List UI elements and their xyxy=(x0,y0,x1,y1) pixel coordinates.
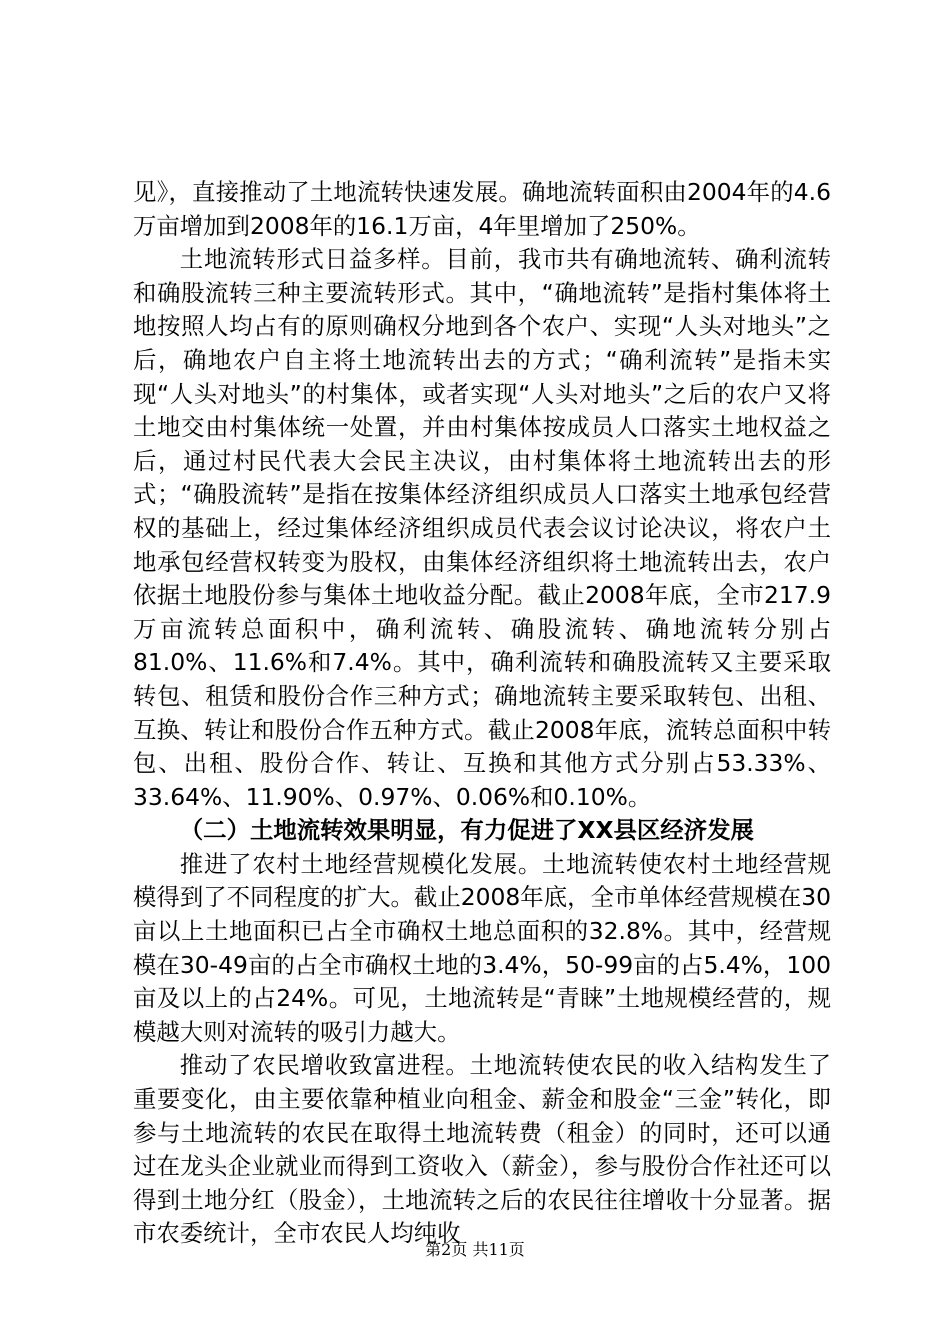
document-body xyxy=(133,176,831,1251)
paragraph-income-growth: 推动了农民增收致富进程。土地流转使农民的收入结构发生了重要变化，由主要依靠种植业向租金、薪金和股金“三金”转化，即参与土地流转的农民在取得土地流转费（租金）的同时，还可以通过在龙头企业就业而得到工资收入（薪金），参与股份合作社还可以得到土地分红（股金），土地流转之后的农民往往增收十分显著。据市农委统计，全市农民人均纯收 xyxy=(133,1051,831,1248)
section-heading: （二）土地流转效果明显，有力促进了XX县区经济发展 xyxy=(179,816,754,845)
paragraph-transfer-forms: 土地流转形式日益多样。目前，我市共有确地流转、确利流转和确股流转三种主要流转形式。其中，“确地流转”是指村集体将土地按照人均占有的原则确权分地到各个农户、实现“人头对地头”之后，确地农户自主将土地流转出去的方式；“确利流转”是指未实现“人头对地头”的村集体，或者实现“人头对地头”之后的农户又将土地交由村集体统一处置，并由村集体按成员人口落实土地权益之后，通过村民代表大会民主决议，由村集体将土地流转出去的形式；“确股流转”是指在按集体经济组织成员人口落实土地承包经营权的基础上，经过集体经济组织成员代表会议讨论决议，将农户土地承包经营权转变为股权，由集体经济组织将土地流转出去，农户依据土地股份参与集体土地收益分配。截止2008年底，全市217.9万亩流转总面积中，确利流转、确股流转、确地流转分别占81.0%、11.6%和7.4%。其中，确利流转和确股流转又主要采取转包、租赁和股份合作三种方式；确地流转主要采取转包、出租、互换、转让和股份合作五种方式。截止2008年底，流转总面积中转包、出租、股份合作、转让、互换和其他方式分别占53.33%、33.64%、11.90%、0.97%、0.06%和0.10%。 xyxy=(133,245,831,811)
page-footer: 第2页 共11页 xyxy=(425,1240,525,1259)
paragraph-scale-operation: 推进了农村土地经营规模化发展。土地流转使农村土地经营规模得到了不同程度的扩大。截止2008年底，全市单体经营规模在30亩以上土地面积已占全市确权土地总面积的32.8%。其中，经营规模在30-49亩的占全市确权土地的3.4%，50-99亩的占5.4%，100亩及以上的占24%。可见，土地流转是“青睐”土地规模经营的，规模越大则对流转的吸引力越大。 xyxy=(133,849,831,1046)
paragraph-continued: 见》，直接推动了土地流转快速发展。确地流转面积由2004年的4.6万亩增加到2008年的16.1万亩，4年里增加了250%。 xyxy=(133,178,831,240)
